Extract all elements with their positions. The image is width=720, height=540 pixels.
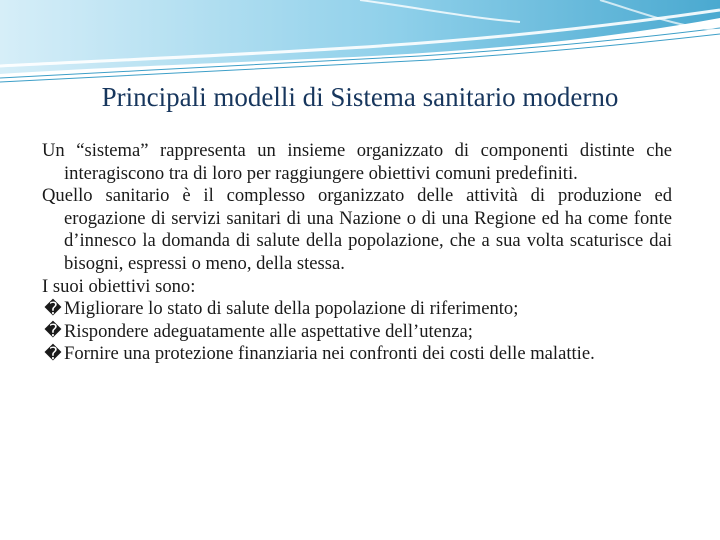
slide-title: Principali modelli di Sistema sanitario moderno xyxy=(101,82,619,112)
bullet-text: Rispondere adeguatamente alle aspettative dell’utenza; xyxy=(64,320,473,342)
slide-body xyxy=(42,140,672,366)
bullet-glyph-icon: � xyxy=(44,321,62,342)
bullet-glyph-icon: � xyxy=(44,344,62,365)
header-wave-decoration xyxy=(0,0,720,90)
bullet-item xyxy=(42,298,672,321)
paragraph-health-system: Quello sanitario è il complesso organizzato delle attività di produzione ed erogazione di servizi sanitari di una Nazione o di una Regione ed ha come fonte d’innesco la domanda di salute della popolazione, che a sua volta scaturisce dai bisogni, espressi o meno, della stessa. xyxy=(42,185,672,274)
paragraph-objectives-intro: I suoi obiettivi sono: xyxy=(42,275,196,297)
bullet-text: Migliorare lo stato di salute della popolazione di riferimento; xyxy=(64,298,519,320)
bullet-item xyxy=(42,343,672,366)
paragraph-definition: Un “sistema” rappresenta un insieme organizzato di componenti distinte che interagiscono tra di loro per raggiungere obiettivi comuni predefiniti. xyxy=(42,140,672,184)
bullet-item xyxy=(42,321,672,344)
bullet-text: Fornire una protezione finanziaria nei confronti dei costi delle malattie. xyxy=(64,343,595,365)
bullet-glyph-icon: � xyxy=(44,298,62,319)
